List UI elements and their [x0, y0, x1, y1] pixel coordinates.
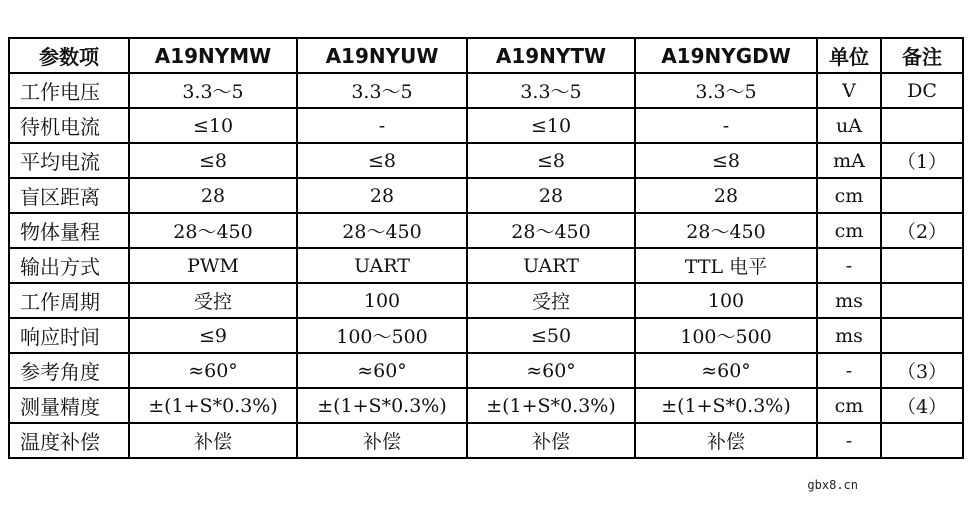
table-row [9, 178, 963, 213]
cell-a19nygdw: 3.3～5 [635, 73, 817, 108]
cell-a19nyuw: 补偿 [297, 423, 467, 458]
cell-param: 参考角度 [9, 353, 129, 388]
table-row [9, 108, 963, 143]
cell-a19nymw: 28～450 [129, 213, 297, 248]
header-param: 参数项 [9, 38, 129, 73]
cell-a19nymw: ±(1+S*0.3%) [129, 388, 297, 423]
header-a19nymw: A19NYMW [129, 38, 297, 73]
cell-unit: ms [817, 283, 881, 318]
cell-unit: cm [817, 213, 881, 248]
cell-a19nygdw: - [635, 108, 817, 143]
cell-param: 物体量程 [9, 213, 129, 248]
header-a19nyuw: A19NYUW [297, 38, 467, 73]
cell-note: （1） [881, 143, 963, 178]
header-row [9, 38, 963, 73]
cell-a19nyuw: ±(1+S*0.3%) [297, 388, 467, 423]
cell-a19nymw: 补偿 [129, 423, 297, 458]
cell-a19nyuw: 28 [297, 178, 467, 213]
cell-a19nytw: UART [467, 248, 635, 283]
table-row [9, 213, 963, 248]
cell-a19nyuw: 3.3～5 [297, 73, 467, 108]
cell-unit: - [817, 353, 881, 388]
cell-a19nyuw: 100～500 [297, 318, 467, 353]
cell-a19nymw: ≈60° [129, 353, 297, 388]
cell-note: DC [881, 73, 963, 108]
cell-a19nyuw: ≈60° [297, 353, 467, 388]
cell-a19nygdw: ±(1+S*0.3%) [635, 388, 817, 423]
cell-unit: mA [817, 143, 881, 178]
table-row [9, 73, 963, 108]
watermark: gbx8.cn [807, 478, 858, 492]
table-row [9, 388, 963, 423]
cell-a19nytw: ≤8 [467, 143, 635, 178]
cell-unit: uA [817, 108, 881, 143]
table-row [9, 283, 963, 318]
cell-param: 待机电流 [9, 108, 129, 143]
cell-unit: cm [817, 178, 881, 213]
cell-param: 工作电压 [9, 73, 129, 108]
header-a19nygdw: A19NYGDW [635, 38, 817, 73]
cell-a19nymw: PWM [129, 248, 297, 283]
cell-param: 输出方式 [9, 248, 129, 283]
cell-note [881, 318, 963, 353]
cell-note [881, 178, 963, 213]
cell-unit: V [817, 73, 881, 108]
table-row [9, 143, 963, 178]
cell-a19nymw: ≤8 [129, 143, 297, 178]
cell-note: （3） [881, 353, 963, 388]
cell-note: （4） [881, 388, 963, 423]
header-a19nytw: A19NYTW [467, 38, 635, 73]
cell-note [881, 423, 963, 458]
cell-a19nytw: ±(1+S*0.3%) [467, 388, 635, 423]
cell-param: 盲区距离 [9, 178, 129, 213]
cell-a19nygdw: 100 [635, 283, 817, 318]
table-row [9, 423, 963, 458]
cell-param: 工作周期 [9, 283, 129, 318]
cell-a19nymw: ≤10 [129, 108, 297, 143]
cell-a19nymw: 3.3～5 [129, 73, 297, 108]
cell-a19nytw: 28 [467, 178, 635, 213]
cell-unit: ms [817, 318, 881, 353]
cell-a19nygdw: 28 [635, 178, 817, 213]
cell-note: （2） [881, 213, 963, 248]
cell-note [881, 248, 963, 283]
cell-param: 测量精度 [9, 388, 129, 423]
cell-a19nyuw: - [297, 108, 467, 143]
cell-a19nygdw: 28～450 [635, 213, 817, 248]
cell-unit: cm [817, 388, 881, 423]
cell-a19nytw: ≈60° [467, 353, 635, 388]
cell-a19nygdw: 补偿 [635, 423, 817, 458]
cell-unit: - [817, 423, 881, 458]
cell-param: 平均电流 [9, 143, 129, 178]
cell-a19nygdw: TTL 电平 [635, 248, 817, 283]
cell-note [881, 283, 963, 318]
header-unit: 单位 [817, 38, 881, 73]
cell-a19nymw: ≤9 [129, 318, 297, 353]
table-row [9, 318, 963, 353]
cell-a19nygdw: ≈60° [635, 353, 817, 388]
spec-table [8, 37, 964, 459]
cell-a19nyuw: 100 [297, 283, 467, 318]
header-note: 备注 [881, 38, 963, 73]
cell-param: 温度补偿 [9, 423, 129, 458]
table-row [9, 248, 963, 283]
cell-a19nytw: 28～450 [467, 213, 635, 248]
cell-a19nytw: ≤50 [467, 318, 635, 353]
cell-a19nyuw: UART [297, 248, 467, 283]
cell-a19nyuw: ≤8 [297, 143, 467, 178]
cell-a19nygdw: 100～500 [635, 318, 817, 353]
cell-a19nytw: 3.3～5 [467, 73, 635, 108]
cell-a19nyuw: 28～450 [297, 213, 467, 248]
cell-a19nygdw: ≤8 [635, 143, 817, 178]
cell-a19nytw: 补偿 [467, 423, 635, 458]
cell-a19nymw: 28 [129, 178, 297, 213]
cell-a19nytw: ≤10 [467, 108, 635, 143]
cell-a19nymw: 受控 [129, 283, 297, 318]
table-row [9, 353, 963, 388]
cell-a19nytw: 受控 [467, 283, 635, 318]
cell-param: 响应时间 [9, 318, 129, 353]
cell-note [881, 108, 963, 143]
cell-unit: - [817, 248, 881, 283]
